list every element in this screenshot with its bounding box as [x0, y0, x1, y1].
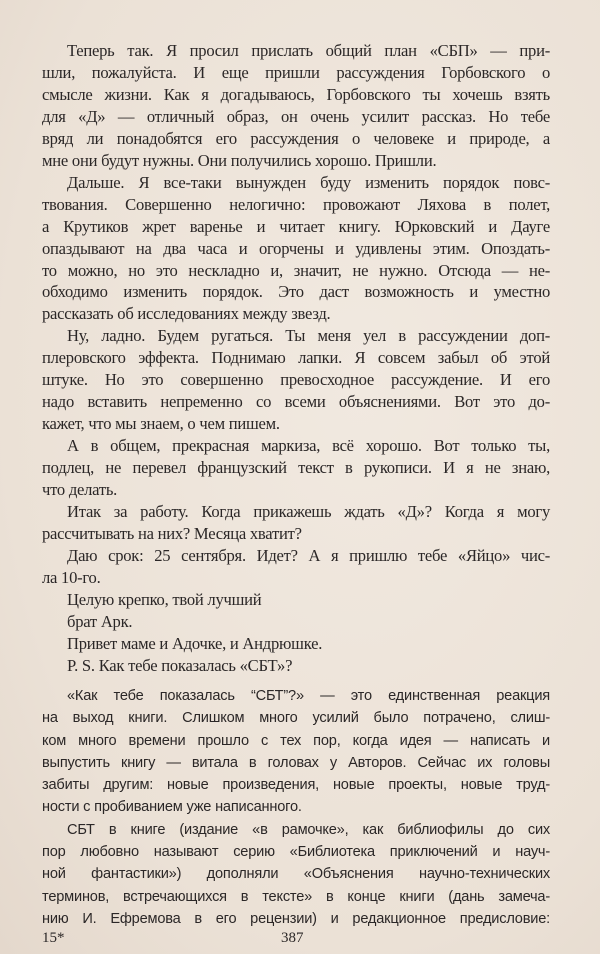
letter-line: смысле жизни. Как я догадываюсь, Горбовского ты хочешь взять	[42, 84, 550, 104]
letter-line: что делать.	[42, 480, 118, 500]
letter-line: Дальше. Я все-таки вынужден буду изменить порядок повс-	[67, 172, 550, 192]
essay-line: пор любовно называют серию «Библиотека приключений и науч-	[42, 844, 550, 861]
letter-line: твования. Совершенно нелогично: провожают Ляхова в полет,	[42, 194, 550, 214]
letter-line: рассказать об исследованиях между звезд.	[42, 304, 331, 324]
letter-line: шли, пожалуйста. И еще пришли рассуждения Горбовского о	[42, 62, 550, 82]
letter-line: а Крутиков жрет варенье и читает книгу. Юрковский и Дауге	[42, 216, 550, 236]
letter-line: Теперь так. Я просил прислать общий план «СБП» — при-	[67, 41, 550, 60]
essay-line: забиты другим: новые произведения, новые проекты, новые труд-	[42, 777, 550, 794]
letter-line: Итак за работу. Когда прикажешь ждать «Д»? Когда я могу	[67, 502, 550, 522]
essay-line: ной фантастики») дополняли «Объяснения научно-технических	[42, 866, 550, 883]
letter-line: опаздывают на два часа и огорчены и удивлены этим. Опоздать-	[42, 238, 550, 258]
letter-line: кажет, что мы знаем, о чем пишем.	[42, 414, 280, 434]
letter-line: Даю срок: 25 сентября. Идет? А я пришлю тебе «Яйцо» чис-	[67, 545, 550, 565]
letter-line: P. S. Как тебе показалась «СБТ»?	[67, 655, 293, 675]
commentary-text	[42, 685, 550, 930]
essay-line: СБТ в книге (издание «в рамочке», как библиофилы до сих	[67, 821, 550, 838]
letter-line: для «Д» — отличный образ, он очень усилит рассказ. Но тебе	[42, 106, 550, 126]
letter-text	[42, 40, 550, 677]
letter-line: обходимо изменить порядок. Это даст возможность и уместно	[42, 282, 550, 302]
letter-line: плеровского эффекта. Поднимаю лапки. Я совсем забыл об этой	[42, 348, 550, 368]
letter-line: Ну, ладно. Будем ругаться. Ты меня уел в рассуждении доп-	[67, 326, 550, 346]
letter-line: подлец, не перевел французский текст в рукописи. И я не знаю,	[42, 458, 550, 478]
letter-line: то можно, но это нескладно и, значит, не нужно. Отсюда — не-	[42, 260, 550, 280]
letter-line: А в общем, прекрасная маркиза, всё хорошо. Вот только ты,	[67, 436, 550, 456]
letter-line: мне они будут нужны. Они получились хорошо. Пришли.	[42, 150, 437, 170]
essay-line: ности с пробиванием уже написанного.	[42, 799, 302, 816]
essay-line: выпустить книгу — витала в головах у Авторов. Сейчас их головы	[42, 754, 550, 771]
essay-line: терминов, встречающихся в тексте» в конце книги (дань замеча-	[42, 888, 550, 905]
printer-signature-mark: 15*	[42, 930, 65, 946]
letter-line: Целую крепко, твой лучший	[67, 589, 262, 609]
letter-line: вряд ли понадобятся его рассуждения о человеке и природе, а	[42, 128, 550, 148]
essay-line: на выход книги. Слишком много усилий было потрачено, слиш-	[42, 710, 550, 727]
essay-line: «Как тебе показалась “СБТ”?» — это единственная реакция	[67, 688, 550, 704]
page-number: 387	[281, 930, 304, 946]
letter-line: рассчитывать на них? Месяца хватит?	[42, 523, 302, 543]
essay-line: нию И. Ефремова в его рецензии) и редакционное предисловие:	[42, 910, 550, 927]
letter-line: надо вставить непременно со всеми объяснениями. Вот это до-	[42, 392, 550, 412]
letter-line: ла 10-го.	[42, 567, 101, 587]
letter-line: штуке. Но это совершенно превосходное рассуждение. И его	[42, 370, 550, 390]
essay-line: ком много времени прошло с тех пор, когда идея — написать и	[42, 732, 550, 749]
letter-line: брат Арк.	[67, 611, 133, 631]
letter-line: Привет маме и Адочке, и Андрюшке.	[67, 633, 323, 653]
